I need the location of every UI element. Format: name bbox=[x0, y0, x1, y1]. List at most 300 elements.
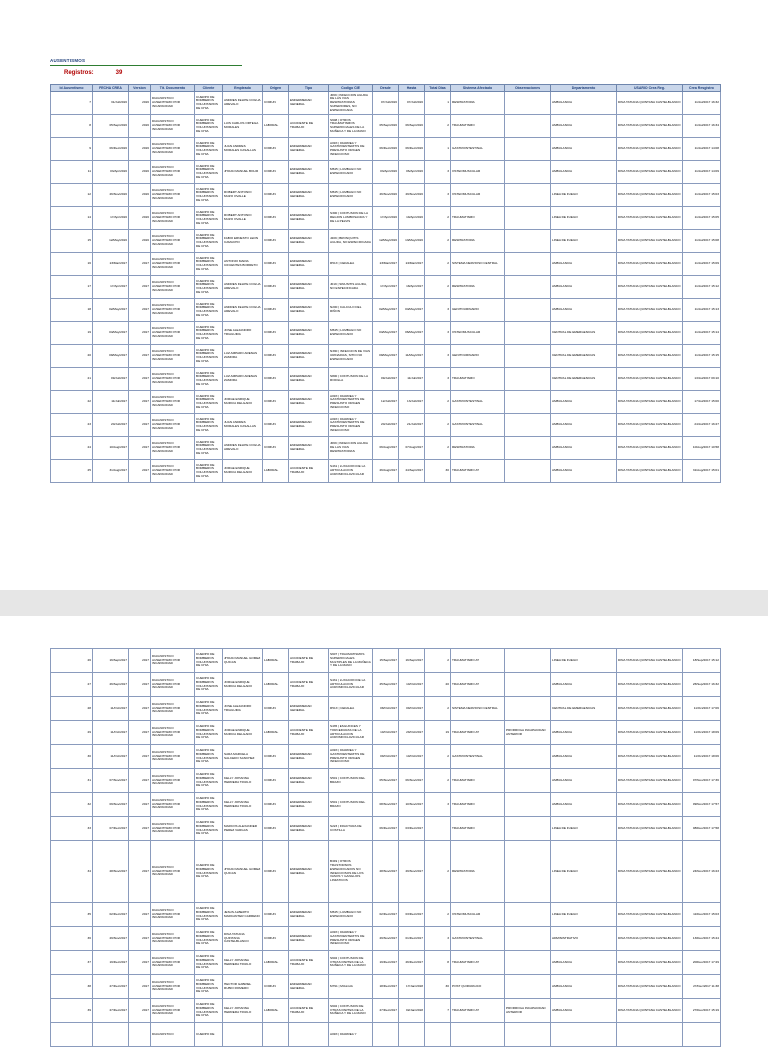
obs-cell bbox=[505, 903, 551, 927]
tipo-cell: ENFERMEDAD GENERAL bbox=[289, 230, 329, 253]
cie-cell: M545 | LUMBAGO NO ESPECIFICADO bbox=[329, 322, 373, 345]
desde-cell: 02/Dec/2017 bbox=[373, 903, 399, 927]
cie-cell: R51X | CEFALEA bbox=[329, 253, 373, 276]
crea-cell: 11/Oct/2017 17:06 bbox=[683, 697, 721, 721]
version-cell: 2017 bbox=[129, 276, 151, 299]
fecha-cell: 09/Nov/2017 bbox=[93, 793, 129, 817]
origen-cell: COMUN bbox=[263, 184, 289, 207]
id-cell: 14 bbox=[51, 207, 93, 230]
dias-cell: 3 bbox=[425, 184, 451, 207]
dias-cell: 2 bbox=[425, 745, 451, 769]
tipo-cell: ENFERMEDAD GENERAL bbox=[289, 184, 329, 207]
hasta-cell: 07/Jul/2016 bbox=[399, 92, 425, 115]
titulo-cell: DIAGNOSTICO AUSENTISMO POR INCAPACIDAD bbox=[151, 745, 195, 769]
id-cell: 24 bbox=[51, 437, 93, 460]
tipo-cell: ENFERMEDAD GENERAL bbox=[289, 253, 329, 276]
obs-cell bbox=[505, 299, 551, 322]
cliente-cell: CUERPO DE BOMBEROS VOLUNTARIOS DE CHIA bbox=[195, 745, 223, 769]
tipo-cell: ENFERMEDAD GENERAL bbox=[289, 161, 329, 184]
empleado-cell: JORGE ENRIQUE MURCIA DELGADO bbox=[223, 721, 263, 745]
cliente-cell: CUERPO DE BOMBEROS VOLUNTARIOS DE CHIA bbox=[195, 999, 223, 1023]
tipo-cell: ENFERMEDAD GENERAL bbox=[289, 841, 329, 903]
fecha-cell: 17/Apr/2016 bbox=[93, 207, 129, 230]
version-cell: 2017 bbox=[129, 697, 151, 721]
titulo-cell: DIAGNOSTICO bbox=[151, 1023, 195, 1047]
sistema-cell: SISTEMA NERVIOSO CENTRAL bbox=[451, 697, 505, 721]
sistema-cell: GENITOURINARIO bbox=[451, 299, 505, 322]
desde-cell: 08/Oct/2017 bbox=[373, 697, 399, 721]
sistema-cell: TRAUMATISMO bbox=[451, 368, 505, 391]
cie-cell: N390 | INFECCION DE VIAS URINARIAS, SITIO NO ESPECIFICADO bbox=[329, 345, 373, 368]
id-cell: 15 bbox=[51, 230, 93, 253]
sistema-cell: TRAUMATISMO bbox=[451, 793, 505, 817]
cie-cell: A09X | DIARREA Y GASTROENTERITIS DE PRESUNTO ORIGEN INFECCIOSO bbox=[329, 927, 373, 951]
cie-cell: A09X | DIARREA Y GASTROENTERITIS DE PRESUNTO ORIGEN INFECCIOSO bbox=[329, 138, 373, 161]
page-separator bbox=[0, 590, 768, 616]
crea-cell: 07/Nov/2017 17:36 bbox=[683, 769, 721, 793]
table-row bbox=[51, 368, 721, 391]
desde-cell: 06/Dec/2017 bbox=[373, 817, 399, 841]
origen-cell: COMUN bbox=[263, 927, 289, 951]
id-cell: 18 bbox=[51, 299, 93, 322]
desde-cell: 10/Oct/2017 bbox=[373, 721, 399, 745]
usuario-cell: DINA TATIANA QUINTANA CASTELBLANCO bbox=[617, 975, 683, 999]
table-header-row bbox=[51, 85, 721, 92]
usuario-cell: DINA TATIANA QUINTANA CASTELBLANCO bbox=[617, 276, 683, 299]
fecha-cell: 12/May/2016 bbox=[93, 230, 129, 253]
depto-cell: AMBULANCIA bbox=[551, 769, 617, 793]
titulo-cell: DIAGNOSTICO AUSENTISMO POR INCAPACIDAD bbox=[151, 841, 195, 903]
hasta-cell: 04/May/2017 bbox=[399, 299, 425, 322]
desde-cell: 03/Apr/2016 bbox=[373, 161, 399, 184]
fecha-cell: 29/Nov/2017 bbox=[93, 927, 129, 951]
version-cell: 2017 bbox=[129, 951, 151, 975]
sistema-cell: TRAUMATISMO AT bbox=[451, 999, 505, 1023]
dias-cell: 2 bbox=[425, 697, 451, 721]
crea-cell: 24/Jul/2017 16:27 bbox=[683, 414, 721, 437]
version-cell: 2017 bbox=[129, 975, 151, 999]
table-row bbox=[51, 115, 721, 138]
sistema-cell: TRAUMATISMO bbox=[451, 115, 505, 138]
cliente-cell: CUERPO DE bbox=[195, 1023, 223, 1047]
registros-label: Registros: bbox=[64, 70, 94, 76]
col-cliente-header: Cliente bbox=[195, 85, 223, 92]
empleado-cell: JHOAN MANUEL BOLIR bbox=[223, 161, 263, 184]
id-cell: 8 bbox=[51, 115, 93, 138]
hasta-cell: 06/Apr/2016 bbox=[399, 161, 425, 184]
usuario-cell: DINA TATIANA QUINTANA CASTELBLANCO bbox=[617, 138, 683, 161]
dias-cell: 2 bbox=[425, 207, 451, 230]
crea-cell: 11/Jul/2017 15:05 bbox=[683, 207, 721, 230]
titulo-cell: DIAGNOSTICO AUSENTISMO POR INCAPACIDAD bbox=[151, 721, 195, 745]
fecha-cell: 02/May/2017 bbox=[93, 299, 129, 322]
cie-cell: B349 | OTROS TRASTORNOS ESPECIFICADOS NO INFECCIOSOS DE LOS VASOS Y GANGLIOS LINFATICOS bbox=[329, 841, 373, 903]
cie-cell: A09X | DIARREA Y bbox=[329, 1023, 373, 1047]
cliente-cell: CUERPO DE BOMBEROS VOLUNTARIOS DE CHIA bbox=[195, 903, 223, 927]
tipo-cell: ENFERMEDAD GENERAL bbox=[289, 276, 329, 299]
origen-cell: COMUN bbox=[263, 92, 289, 115]
sistema-cell: OSTEOMUSCULAR bbox=[451, 903, 505, 927]
hasta-cell: 06/May/2017 bbox=[399, 322, 425, 345]
depto-cell: AMBULANCIA bbox=[551, 414, 617, 437]
obs-cell bbox=[505, 817, 551, 841]
table-row bbox=[51, 299, 721, 322]
origen-cell: COMUN bbox=[263, 697, 289, 721]
cie-cell: S431 | LUXACION DE LA ARTICULACION ACROMIOCLAVICULAR bbox=[329, 673, 373, 697]
tipo-cell: ACCIDENTE DE TRABAJO bbox=[289, 649, 329, 673]
empleado-cell: JUAN ANDRES MORALES CASALLAS bbox=[223, 138, 263, 161]
id-cell: 9 bbox=[51, 138, 93, 161]
cie-cell: M545 | LUMBAGO NO ESPECIFICADO bbox=[329, 161, 373, 184]
depto-cell: AMBULANCIA bbox=[551, 999, 617, 1023]
table-row bbox=[51, 184, 721, 207]
hasta-cell: 19/Apr/2016 bbox=[399, 207, 425, 230]
empleado-cell: ANDRES FELIPE COGUA AREVALO bbox=[223, 437, 263, 460]
desde-cell: 04/May/2017 bbox=[373, 322, 399, 345]
desde-cell: 19/Dec/2017 bbox=[373, 951, 399, 975]
version-cell: 2016 bbox=[129, 138, 151, 161]
tipo-cell: ENFERMEDAD GENERAL bbox=[289, 817, 329, 841]
fecha-cell: 17/Apr/2017 bbox=[93, 276, 129, 299]
origen-cell: COMUN bbox=[263, 975, 289, 999]
col-depto-header: Departamento bbox=[551, 85, 617, 92]
cie-cell: S223 | FRACTURA DE COSTILLA bbox=[329, 817, 373, 841]
id-cell: 38 bbox=[51, 975, 93, 999]
empleado-cell: KELLY JOHANNA HERRERA TRIJILO bbox=[223, 999, 263, 1023]
sistema-cell: RESPIRATORIA bbox=[451, 841, 505, 903]
version-cell: 2017 bbox=[129, 841, 151, 903]
cie-cell: S800 | CONTUSION DE LA RODILLA bbox=[329, 368, 373, 391]
dias-cell: 2 bbox=[425, 841, 451, 903]
id-cell: 27 bbox=[51, 673, 93, 697]
cliente-cell: CUERPO DE BOMBEROS VOLUNTARIOS DE CHIA bbox=[195, 391, 223, 414]
empleado-cell: JOSE ALEJANDRO TRIAGUIRA bbox=[223, 322, 263, 345]
table-row bbox=[51, 999, 721, 1023]
id-cell: 21 bbox=[51, 368, 93, 391]
empleado-cell: FABIO ERNESTO LEON CAMACHO bbox=[223, 230, 263, 253]
titulo-cell: DIAGNOSTICO AUSENTISMO POR INCAPACIDAD bbox=[151, 207, 195, 230]
origen-cell bbox=[263, 1023, 289, 1047]
cliente-cell: CUERPO DE BOMBEROS VOLUNTARIOS DE CHIA bbox=[195, 115, 223, 138]
hasta-cell: 11/May/2017 bbox=[399, 345, 425, 368]
origen-cell: COMUN bbox=[263, 276, 289, 299]
desde-cell: 25/Sep/2017 bbox=[373, 673, 399, 697]
obs-cell bbox=[505, 649, 551, 673]
empleado-cell bbox=[223, 1023, 263, 1047]
empleado-cell: LUZ AMPARO ARENAS ZAMORA bbox=[223, 368, 263, 391]
col-cie-header: Codigo CIE bbox=[329, 85, 373, 92]
cie-cell: S501 | CONTUSION DEL BRAZO bbox=[329, 769, 373, 793]
fecha-cell: 26/Nov/2016 bbox=[93, 184, 129, 207]
tipo-cell: ENFERMEDAD GENERAL bbox=[289, 92, 329, 115]
usuario-cell: DINA TATIANA QUINTANA CASTELBLANCO bbox=[617, 460, 683, 483]
id-cell: 22 bbox=[51, 391, 93, 414]
sistema-cell: TRAUMATISMO AT bbox=[451, 721, 505, 745]
tipo-cell: ENFERMEDAD GENERAL bbox=[289, 368, 329, 391]
crea-cell: 26/Sep/2017 16:32 bbox=[683, 673, 721, 697]
usuario-cell: DINA TATIANA QUINTANA CASTELBLANCO bbox=[617, 697, 683, 721]
empleado-cell: HECTOR GABRIEL RUBIO ROMERO bbox=[223, 975, 263, 999]
tipo-cell: ENFERMEDAD GENERAL bbox=[289, 207, 329, 230]
crea-cell: 27/Dec/2017 11:38 bbox=[683, 975, 721, 999]
depto-cell: LINEA DE FUEGO bbox=[551, 184, 617, 207]
tipo-cell: ENFERMEDAD GENERAL bbox=[289, 903, 329, 927]
origen-cell: COMUN bbox=[263, 345, 289, 368]
cliente-cell: CUERPO DE BOMBEROS VOLUNTARIOS DE CHIA bbox=[195, 207, 223, 230]
dias-cell: 2 bbox=[425, 391, 451, 414]
sistema-cell: TRAUMATISMO bbox=[451, 207, 505, 230]
fecha-cell: 10/Aug/2017 bbox=[93, 437, 129, 460]
usuario-cell: DINA TATIANA QUINTANA CASTELBLANCO bbox=[617, 721, 683, 745]
table-row bbox=[51, 841, 721, 903]
obs-cell bbox=[505, 230, 551, 253]
desde-cell: 07/Jul/2016 bbox=[373, 92, 399, 115]
table-row bbox=[51, 697, 721, 721]
sistema-cell: OSTEOMUSCULAR bbox=[451, 184, 505, 207]
fecha-cell: 07/Nov/2017 bbox=[93, 769, 129, 793]
version-cell: 2017 bbox=[129, 414, 151, 437]
cie-cell: A09X | DIARREA Y GASTROENTERITIS DE PRESUNTO ORIGEN INFECCIOSO bbox=[329, 414, 373, 437]
sistema-cell: POST QUIRURGICO bbox=[451, 975, 505, 999]
crea-cell: 08/Dec/2017 17:58 bbox=[683, 817, 721, 841]
dias-cell: 2 bbox=[425, 276, 451, 299]
depto-cell bbox=[551, 1023, 617, 1047]
cie-cell: S300 | CONTUSION DE LA REGION LUMBOSACRA Y DE LA PELVIS bbox=[329, 207, 373, 230]
dias-cell: 3 bbox=[425, 927, 451, 951]
fecha-cell: 05/Sep/2016 bbox=[93, 115, 129, 138]
tipo-cell: ENFERMEDAD GENERAL bbox=[289, 437, 329, 460]
empleado-cell: JHOAN MANUEL GOMEZ QUICAN bbox=[223, 649, 263, 673]
cliente-cell: CUERPO DE BOMBEROS VOLUNTARIOS DE CHIA bbox=[195, 721, 223, 745]
crea-cell: 11/Jul/2017 16:32 bbox=[683, 92, 721, 115]
empleado-cell: DINA TATIANA QUINTANA CASTELBLANCO bbox=[223, 927, 263, 951]
origen-cell: LABORAL bbox=[263, 115, 289, 138]
desde-cell: 09/Oct/2017 bbox=[373, 745, 399, 769]
absence-table-continued bbox=[50, 648, 721, 1047]
depto-cell: AMBULANCIA bbox=[551, 161, 617, 184]
hasta-cell: 26/Dec/2017 bbox=[399, 951, 425, 975]
table-row bbox=[51, 927, 721, 951]
cliente-cell: CUERPO DE BOMBEROS VOLUNTARIOS DE CHIA bbox=[195, 817, 223, 841]
titulo-cell: DIAGNOSTICO AUSENTISMO POR INCAPACIDAD bbox=[151, 391, 195, 414]
dias-cell: 2 bbox=[425, 253, 451, 276]
obs-cell bbox=[505, 975, 551, 999]
sistema-cell: GASTROINTESTINAL bbox=[451, 414, 505, 437]
empleado-cell: ANTONIO MARIA CIFUENTES BORRETO bbox=[223, 253, 263, 276]
version-cell: 2017 bbox=[129, 299, 151, 322]
origen-cell: COMUN bbox=[263, 299, 289, 322]
empleado-cell: ANDRES FELIPE COGUA AREVALO bbox=[223, 92, 263, 115]
tipo-cell: ACCIDENTE DE TRABAJO bbox=[289, 951, 329, 975]
cliente-cell: CUERPO DE BOMBEROS VOLUNTARIOS DE CHIA bbox=[195, 437, 223, 460]
fecha-cell: 23/Mar/2017 bbox=[93, 253, 129, 276]
cliente-cell: CUERPO DE BOMBEROS VOLUNTARIOS DE CHIA bbox=[195, 299, 223, 322]
tipo-cell: ACCIDENTE DE TRABAJO bbox=[289, 721, 329, 745]
version-cell: 2017 bbox=[129, 345, 151, 368]
crea-cell: 11/Jul/2017 15:15 bbox=[683, 345, 721, 368]
hasta-cell: 07/Aug/2017 bbox=[399, 437, 425, 460]
table-row bbox=[51, 276, 721, 299]
depto-cell: LINEA DE FUEGO bbox=[551, 649, 617, 673]
cliente-cell: CUERPO DE BOMBEROS VOLUNTARIOS DE CHIA bbox=[195, 793, 223, 817]
tipo-cell: ENFERMEDAD GENERAL bbox=[289, 745, 329, 769]
crea-cell: 10/Aug/2017 10:58 bbox=[683, 437, 721, 460]
version-cell: 2016 bbox=[129, 207, 151, 230]
id-cell: 34 bbox=[51, 841, 93, 903]
depto-cell: AMBULANCIA bbox=[551, 793, 617, 817]
titulo-cell: DIAGNOSTICO AUSENTISMO POR INCAPACIDAD bbox=[151, 460, 195, 483]
cie-cell: J209 | BRONQUITIS AGUDA, NO ESPECIFICADA bbox=[329, 230, 373, 253]
dias-cell: 3 bbox=[425, 793, 451, 817]
tipo-cell: ENFERMEDAD GENERAL bbox=[289, 793, 329, 817]
origen-cell: COMUN bbox=[263, 322, 289, 345]
sistema-cell: GASTROINTESTINAL bbox=[451, 927, 505, 951]
cliente-cell: CUERPO DE BOMBEROS VOLUNTARIOS DE CHIA bbox=[195, 253, 223, 276]
version-cell: 2017 bbox=[129, 673, 151, 697]
fecha-cell: 16/Sep/2017 bbox=[93, 649, 129, 673]
depto-cell: CENTRAL DE EMERGENCIAS bbox=[551, 697, 617, 721]
sistema-cell: RESPIRATORIA bbox=[451, 437, 505, 460]
version-cell: 2017 bbox=[129, 721, 151, 745]
id-cell: 26 bbox=[51, 649, 93, 673]
obs-cell bbox=[505, 951, 551, 975]
cie-cell: A09X | DIARREA Y GASTROENTERITIS DE PRESUNTO ORIGEN INFECCIOSO bbox=[329, 745, 373, 769]
empleado-cell: SARA MARCELA SALCEDO SANCHEZ bbox=[223, 745, 263, 769]
crea-cell: 17/Jul/2017 15:00 bbox=[683, 391, 721, 414]
table-row bbox=[51, 745, 721, 769]
desde-cell: 26/Nov/2016 bbox=[373, 184, 399, 207]
cliente-cell: CUERPO DE BOMBEROS VOLUNTARIOS DE CHIA bbox=[195, 345, 223, 368]
dias-cell: 19 bbox=[425, 721, 451, 745]
usuario-cell: DINA TATIANA QUINTANA CASTELBLANCO bbox=[617, 253, 683, 276]
usuario-cell: DINA TATIANA QUINTANA CASTELBLANCO bbox=[617, 345, 683, 368]
tipo-cell: ENFERMEDAD GENERAL bbox=[289, 138, 329, 161]
titulo-cell: DIAGNOSTICO AUSENTISMO POR INCAPACIDAD bbox=[151, 975, 195, 999]
desde-cell: 09/Jul/2017 bbox=[373, 368, 399, 391]
cliente-cell: CUERPO DE BOMBEROS VOLUNTARIOS DE CHIA bbox=[195, 92, 223, 115]
desde-cell: 23/Mar/2017 bbox=[373, 253, 399, 276]
id-cell: 36 bbox=[51, 927, 93, 951]
dias-cell: 3 bbox=[425, 368, 451, 391]
obs-cell bbox=[505, 841, 551, 903]
hasta-cell: 03/Dec/2017 bbox=[399, 817, 425, 841]
id-cell: 20 bbox=[51, 345, 93, 368]
crea-cell: 11/Jul/2017 14:08 bbox=[683, 138, 721, 161]
titulo-cell: DIAGNOSTICO AUSENTISMO POR INCAPACIDAD bbox=[151, 276, 195, 299]
version-cell: 2016 bbox=[129, 230, 151, 253]
desde-cell: 15/Sep/2017 bbox=[373, 649, 399, 673]
origen-cell: COMUN bbox=[263, 769, 289, 793]
table-row bbox=[51, 322, 721, 345]
dias-cell: 2 bbox=[425, 649, 451, 673]
usuario-cell: DINA TATIANA QUINTANA CASTELBLANCO bbox=[617, 184, 683, 207]
usuario-cell: DINA TATIANA QUINTANA CASTELBLANCO bbox=[617, 817, 683, 841]
tipo-cell: ENFERMEDAD GENERAL bbox=[289, 975, 329, 999]
cie-cell: S501 | CONTUSION DEL BRAZO bbox=[329, 793, 373, 817]
tipo-cell bbox=[289, 1023, 329, 1047]
tipo-cell: ACCIDENTE DE TRABAJO bbox=[289, 673, 329, 697]
fecha-cell: 09/Jul/2017 bbox=[93, 368, 129, 391]
version-cell: 2017 bbox=[129, 460, 151, 483]
cliente-cell: CUERPO DE BOMBEROS VOLUNTARIOS DE CHIA bbox=[195, 184, 223, 207]
empleado-cell: JHOAN MANUEL GOMEZ QUICAN bbox=[223, 841, 263, 903]
version-cell: 2016 bbox=[129, 92, 151, 115]
cie-cell: M791 | MIALGIA bbox=[329, 975, 373, 999]
version-cell: 2016 bbox=[129, 184, 151, 207]
cie-cell: M545 | LUMBAGO NO ESPECIFICADO bbox=[329, 903, 373, 927]
tipo-cell: ENFERMEDAD GENERAL bbox=[289, 322, 329, 345]
cie-cell: S431 | LUXACION DE LA ARTICULACION ACROMIOCLAVICULAR bbox=[329, 460, 373, 483]
desde-cell: 02/May/2017 bbox=[373, 299, 399, 322]
obs-cell: PRORROGA INCAPACIDAD ANTERIOR bbox=[505, 999, 551, 1023]
sistema-cell: TRAUMATISMO bbox=[451, 769, 505, 793]
desde-cell: 12/May/2016 bbox=[373, 230, 399, 253]
table-row bbox=[51, 253, 721, 276]
titulo-cell: DIAGNOSTICO AUSENTISMO POR INCAPACIDAD bbox=[151, 345, 195, 368]
depto-cell: AMBULANCIA bbox=[551, 138, 617, 161]
cie-cell: S602 | CONTUSION DE OTRAS PARTES DE LA MUÑECA Y DE LA MANO bbox=[329, 999, 373, 1023]
cie-cell: R51X | CEFALEA bbox=[329, 697, 373, 721]
usuario-cell: DINA TATIANA QUINTANA CASTELBLANCO bbox=[617, 161, 683, 184]
usuario-cell: DINA TATIANA QUINTANA CASTELBLANCO bbox=[617, 92, 683, 115]
tipo-cell: ENFERMEDAD GENERAL bbox=[289, 927, 329, 951]
col-desde-header: Desde bbox=[373, 85, 399, 92]
depto-cell: ADMINISTRATIVO bbox=[551, 927, 617, 951]
desde-cell: 09/May/2017 bbox=[373, 345, 399, 368]
obs-cell bbox=[505, 745, 551, 769]
tipo-cell: ACCIDENTE DE TRABAJO bbox=[289, 999, 329, 1023]
fecha-cell: 31/Aug/2017 bbox=[93, 460, 129, 483]
empleado-cell: MARCOS ALEXANDER PEREZ VARGAS bbox=[223, 817, 263, 841]
obs-cell bbox=[505, 276, 551, 299]
empleado-cell: ANDRES FELIPE COGUA AREVALO bbox=[223, 276, 263, 299]
empleado-cell: KELLY JOHANNA HERRERA TRIJILO bbox=[223, 951, 263, 975]
dias-cell: 30 bbox=[425, 460, 451, 483]
obs-cell bbox=[505, 437, 551, 460]
col-crea-header: Crea Resgistro bbox=[683, 85, 721, 92]
titulo-cell: DIAGNOSTICO AUSENTISMO POR INCAPACIDAD bbox=[151, 649, 195, 673]
titulo-cell: DIAGNOSTICO AUSENTISMO POR INCAPACIDAD bbox=[151, 253, 195, 276]
desde-cell: 12/Jul/2017 bbox=[373, 391, 399, 414]
hasta-cell: 13/May/2016 bbox=[399, 230, 425, 253]
hasta-cell: 29/Oct/2017 bbox=[399, 721, 425, 745]
table-row bbox=[51, 460, 721, 483]
empleado-cell: JORGE ENRIQUE MURCIA DELGADO bbox=[223, 391, 263, 414]
origen-cell: COMUN bbox=[263, 414, 289, 437]
report-page-2 bbox=[0, 616, 768, 1036]
cliente-cell: CUERPO DE BOMBEROS VOLUNTARIOS DE CHIA bbox=[195, 697, 223, 721]
crea-cell: 11/Oct/2017 18:06 bbox=[683, 745, 721, 769]
version-cell: 2017 bbox=[129, 793, 151, 817]
table-row bbox=[51, 649, 721, 673]
sistema-cell: GASTROINTESTINAL bbox=[451, 138, 505, 161]
hasta-cell: 06/Nov/2017 bbox=[399, 769, 425, 793]
col-titulo-header: Tit. Documento bbox=[151, 85, 195, 92]
obs-cell bbox=[505, 253, 551, 276]
version-cell: 2017 bbox=[129, 769, 151, 793]
crea-cell: 11/Jul/2017 15:08 bbox=[683, 230, 721, 253]
id-cell: 39 bbox=[51, 999, 93, 1023]
fecha-cell: 04/May/2017 bbox=[93, 322, 129, 345]
cliente-cell: CUERPO DE BOMBEROS VOLUNTARIOS DE CHIA bbox=[195, 673, 223, 697]
usuario-cell: DINA TATIANA QUINTANA CASTELBLANCO bbox=[617, 903, 683, 927]
version-cell: 2017 bbox=[129, 817, 151, 841]
titulo-cell: DIAGNOSTICO AUSENTISMO POR INCAPACIDAD bbox=[151, 161, 195, 184]
depto-cell: LINEA DE FUEGO bbox=[551, 841, 617, 903]
titulo-cell: DIAGNOSTICO AUSENTISMO POR INCAPACIDAD bbox=[151, 793, 195, 817]
sistema-cell: TRAUMATISMO AT bbox=[451, 460, 505, 483]
cie-cell: N200 | CALCULO DEL RIÑON bbox=[329, 299, 373, 322]
